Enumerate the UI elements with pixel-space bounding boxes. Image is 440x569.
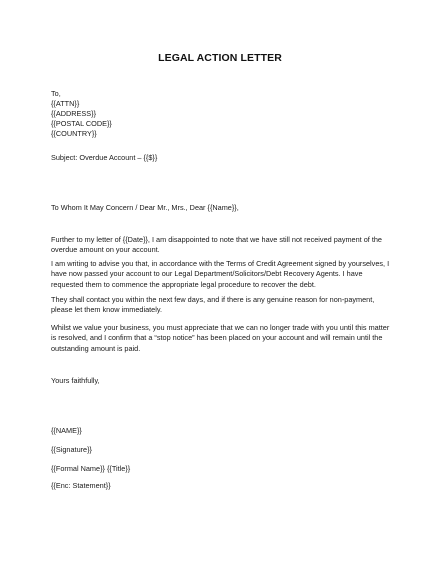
- letter-salutation: To Whom It May Concern / Dear Mr., Mrs., Dear {{Name}},: [51, 203, 239, 212]
- recipient-to: To,: [51, 89, 61, 98]
- sender-formal-name-title: {{Formal Name}} {{Title}}: [51, 464, 131, 473]
- body-paragraph: Whilst we value your business, you must appreciate that we can no longer trade with you until this matter is resolved, and I confirm that a “stop notice” has been placed on your account and will remain until the outstanding amount is paid.: [51, 323, 390, 353]
- letter-title: LEGAL ACTION LETTER: [158, 52, 282, 64]
- recipient-country: {{COUNTRY}}: [51, 129, 97, 138]
- body-paragraph: Further to my letter of {{Date}}, I am disappointed to note that we have still not received payment of the overdue amount on your account.: [51, 235, 382, 255]
- sender-name: {{NAME}}: [51, 426, 82, 435]
- sender-signature: {{Signature}}: [51, 445, 92, 454]
- recipient-address: {{ADDRESS}}: [51, 109, 97, 118]
- letter-subject: Subject: Overdue Account – {{$}}: [51, 153, 158, 162]
- body-paragraph: I am writing to advise you that, in accordance with the Terms of Credit Agreement signed by yourselves, I have now passed your account to our Legal Department/Solicitors/Debt Recovery Agents. I have requested them to commence the appropriate legal procedure to recover the debt.: [51, 259, 390, 289]
- enclosure-note: {{Enc: Statement}}: [51, 481, 111, 490]
- letter-closing: Yours faithfully,: [51, 376, 100, 385]
- recipient-attn: {{ATTN}}: [51, 99, 80, 108]
- body-paragraph: They shall contact you within the next few days, and if there is any genuine reason for non-payment, please let them know immediately.: [51, 295, 375, 315]
- recipient-postal-code: {{POSTAL CODE}}: [51, 119, 112, 128]
